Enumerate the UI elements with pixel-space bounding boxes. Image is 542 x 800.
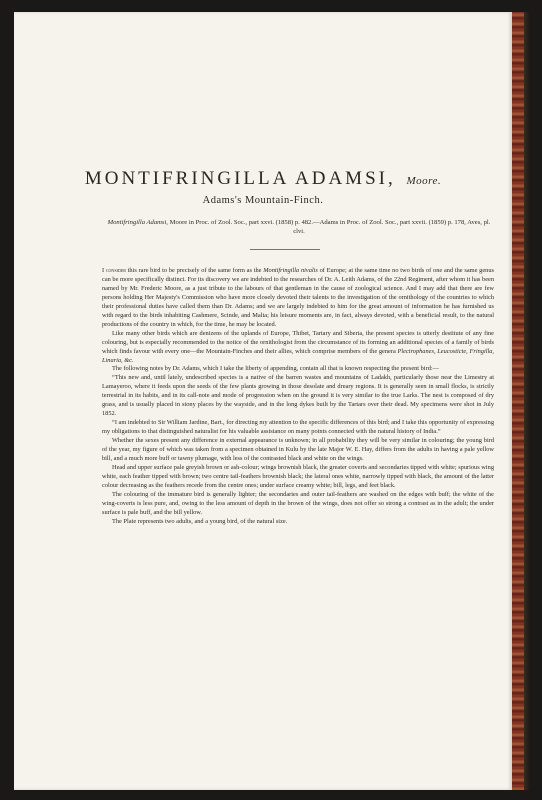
paragraph: The Plate represents two adults, and a young bird, of the natural size.	[112, 517, 288, 525]
drop-lead: I consider	[102, 267, 126, 274]
common-name: Adams's Mountain-Finch.	[202, 195, 324, 206]
paragraph: “This new and, until lately, undescribed species is a native of the barren wastes and mountains of Ladakh, particularly those near the Limestry at Lamayeroo, where it feeds upon the seeds of the few plants growing in those desolate and dreary regions. It is generally seen in small flocks, is strictly terrestrial in its habits, and in its call-note and mode of progression when on the ground it is very similar to the true Larks. The nest is composed of dry grass, and is usually placed in stony places by the wayside, and in the long dykes built by the Tartars over their dead. My specimens were shot in July 1852.	[102, 374, 494, 418]
paragraph-text: Like many other birds which are denizens of the uplands of Europe, Thibet, Tartary and Siberia, the present species is utterly destitute of any fine colouring, but is especially recommended to the notice of the ornithologist from the circumstance of its forming an additional species of a family of birds which finds favour with every one—the Mountain-Finches and their allies, which comprise members of the genera	[102, 329, 494, 355]
paragraph	[102, 330, 494, 366]
page-title	[14, 168, 512, 190]
book-page	[14, 12, 512, 790]
reference-species: Montifringilla Adamsi,	[107, 219, 168, 226]
marbled-page-edge	[512, 12, 524, 790]
synonymy-reference	[106, 218, 492, 236]
paragraph: “I am indebted to Sir William Jardine, Bart., for directing my attention to the specific differences of this bird; and I take this opportunity of expressing my obligations to that distinguished naturalist for his valuable assistance on many points connected with the natural history of India.”	[102, 419, 494, 436]
paragraph-text: this rare bird to be precisely of the same form as the	[125, 267, 264, 274]
paragraph: Head and upper surface pale greyish brown or ash-colour; wings brownish black, the greater coverts and secondaries tipped with white; spurious wing white, each feather tipped with brown; two centre tail-feathers brownish black; the lateral ones white, narrowly tipped with black, the amount of the latter colour decreasing as the feathers recede from the centre ones; under surface creamy white; bill, legs, and feet black.	[102, 463, 494, 489]
author-name: Moore.	[406, 175, 442, 187]
reference-text: Moore in Proc. of Zool. Soc., part xxvi. (1858) p. 482.—Adams in Proc. of Zool. Soc., part xxvii. (1859) p. 178, Aves, pl. clvi.	[169, 219, 491, 235]
italic-genera: Plectrophanes, Leucosticte, Fringilla, Linaria, &c.	[102, 347, 494, 364]
binding-shadow	[524, 12, 530, 790]
paragraph	[102, 267, 494, 330]
italic-species: Montifringilla nivalis	[263, 267, 318, 274]
paragraph: The following notes by Dr. Adams, which I take the liberty of appending, contain all that is known respecting the present bird:—	[112, 365, 439, 373]
paragraph: The colouring of the immature bird is generally lighter; the secondaries and outer tail-feathers are washed on the edges with buff; the white of the wing-coverts is less pure, and, owing to the less amount of depth in the brown of the wings, does not offer so strong a contrast as in the adult; the under surface is pale buff, and the bill yellow.	[102, 490, 494, 516]
paragraph: Whether the sexes present any difference in external appearance is unknown; in all probability they will be very similar in colouring; the young bird of the year, my figure of which was taken from a specimen obtained in Kulu by the late Major W. E. Hay, differs from the adults in having a pale yellow bill, and a much more buff or tawny plumage, with less of the contrasted black and white on the wings.	[102, 437, 494, 463]
divider-rule	[250, 249, 320, 250]
species-name: MONTIFRINGILLA ADAMSI,	[84, 168, 396, 189]
paragraph-text: of Europe; at the same time no two birds of one and the same genus can be more specifically distinct. For its discovery we are indebted to the researches of Dr. A. Leith Adams, of the 22nd Regiment, after whom it has been named by Mr. Frederic Moore, as a just tribute to the labours of that gentleman in the cause of zoological science. And I may add that there are few persons holding Her Majesty's Commission who have more closely devoted their talents to the investigation of the ornithology of the countries to which their professional duties have called them than Dr. Adams; and we are largely indebted to him for the great amount of information he has furnished us with regard to the birds inhabiting Cashmere, Scinde, and Malta; his leisure moments are, in fact, always devoted, with a beneficial result, to the natural productions of the country in which, for the time, he may be located.	[102, 267, 494, 328]
body-text	[102, 267, 494, 527]
